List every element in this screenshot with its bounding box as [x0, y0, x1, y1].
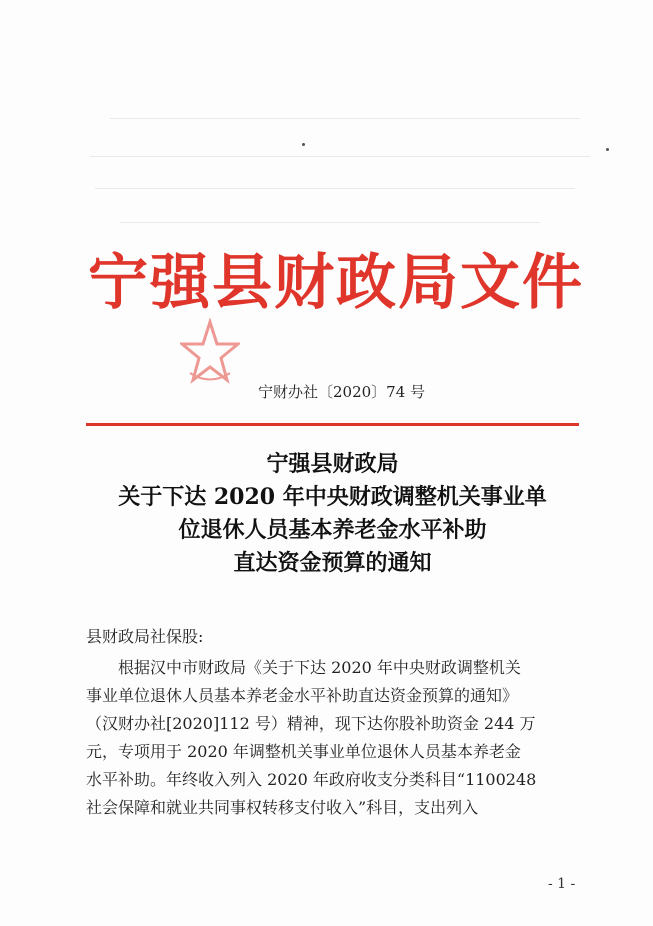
body-line: （汉财办社[2020]112 号）精神，现下达你股补助资金 244 万	[86, 714, 536, 733]
body-line: 元，专项用于 2020 年调整机关事业单位退休人员基本养老金	[86, 742, 521, 761]
body-paragraph	[86, 654, 582, 822]
scan-speck	[302, 143, 305, 146]
addressee: 县财政局社保股:	[86, 627, 204, 646]
title-line: 位退休人员基本养老金水平补助	[178, 517, 487, 543]
body-line: 根据汉中市财政局《关于下达 2020 年中央财政调整机关	[118, 658, 521, 677]
seal-star-icon	[180, 318, 240, 388]
bleed-through-line	[110, 118, 580, 119]
body-line: 事业单位退休人员基本养老金水平补助直达资金预算的通知》	[86, 686, 519, 705]
scan-speck	[606, 148, 609, 151]
bleed-through-line	[90, 156, 590, 157]
bleed-through-line	[95, 188, 575, 189]
header-red-rule	[86, 423, 579, 426]
document-number: 宁财办社〔2020〕74 号	[258, 383, 426, 401]
body-line: 社会保障和就业共同事权转移支付收入”科目，支出列入	[86, 798, 479, 817]
issuer-header: 宁强县财政局文件	[88, 248, 584, 318]
page-number: - 1 -	[548, 876, 576, 892]
title-line: 宁强县财政局	[266, 451, 399, 477]
bleed-through-line	[120, 222, 540, 223]
body-line: 水平补助。年终收入列入 2020 年政府收支分类科目“1100248	[86, 770, 537, 789]
title-line: 直达资金预算的通知	[233, 550, 432, 576]
document-title	[86, 448, 579, 580]
title-line: 关于下达 2020 年中央财政调整机关事业单	[118, 484, 547, 510]
